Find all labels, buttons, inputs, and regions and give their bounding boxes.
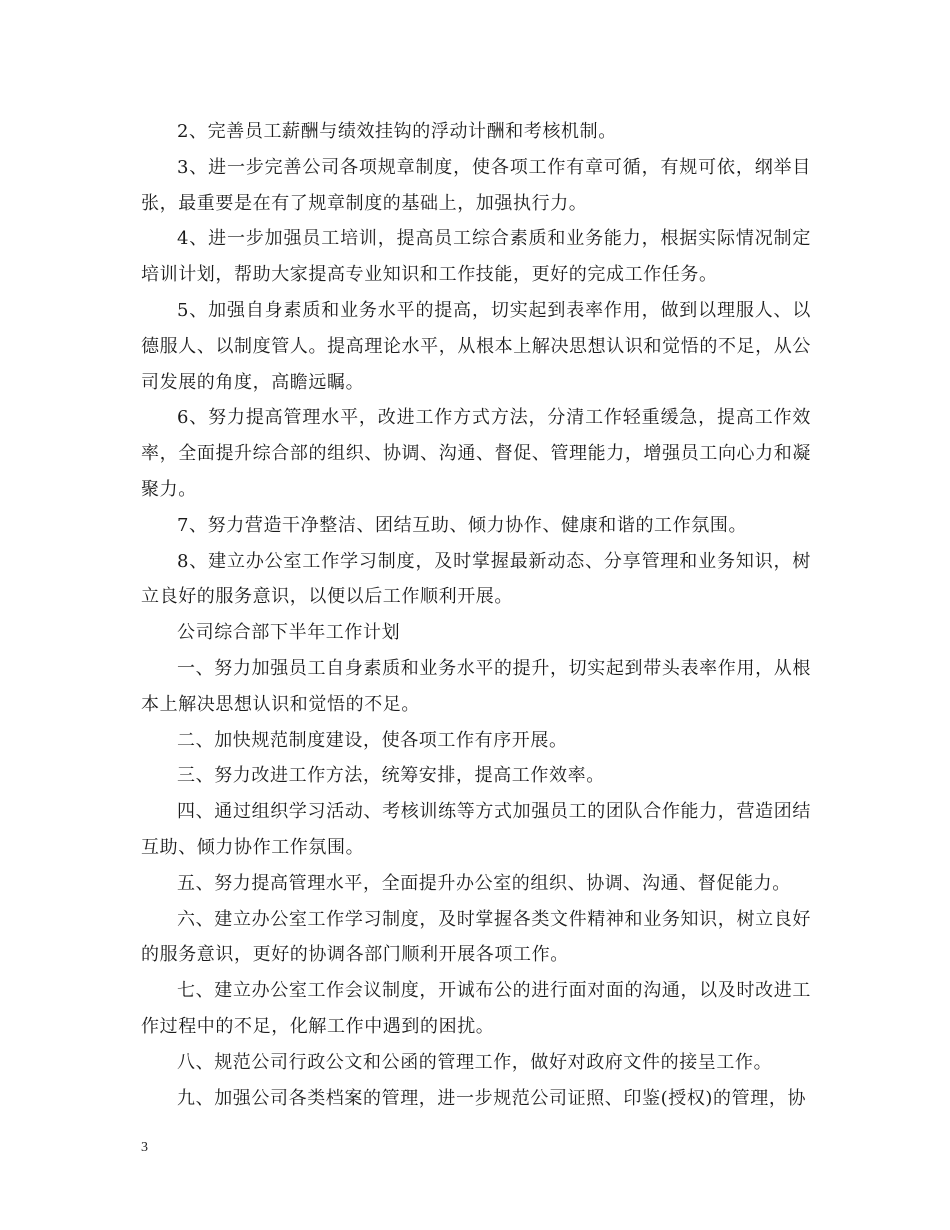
paragraph: 8、建立办公室工作学习制度，及时掌握最新动态、分享管理和业务知识，树立良好的服务意识，以便以后工作顺利开展。 xyxy=(141,550,811,608)
paragraph: 5、加强自身素质和业务水平的提高，切实起到表率作用，做到以理服人、以德服人、以制度管人。提高理论水平，从根本上解决思想认识和觉悟的不足，从公司发展的角度，高瞻远瞩。 xyxy=(141,299,811,393)
section-heading: 公司综合部下半年工作计划 xyxy=(177,622,401,644)
paragraph: 九、加强公司各类档案的管理，进一步规范公司证照、印鉴(授权)的管理，协 xyxy=(177,1087,807,1109)
paragraph: 7、努力营造干净整洁、团结互助、倾力协作、健康和谐的工作氛围。 xyxy=(177,514,748,536)
paragraph: 4、进一步加强员工培训，提高员工综合素质和业务能力，根据实际情况制定培训计划，帮助大家提高专业知识和工作技能，更好的完成工作任务。 xyxy=(141,228,811,286)
paragraph: 八、规范公司行政公文和公函的管理工作，做好对政府文件的接呈工作。 xyxy=(177,1051,773,1073)
paragraph: 3、进一步完善公司各项规章制度，使各项工作有章可循，有规可依，纲举目张，最重要是在有了规章制度的基础上，加强执行力。 xyxy=(141,156,811,214)
paragraph: 六、建立办公室工作学习制度，及时掌握各类文件精神和业务知识，树立良好的服务意识，更好的协调各部门顺利开展各项工作。 xyxy=(141,908,811,966)
paragraph: 四、通过组织学习活动、考核训练等方式加强员工的团队合作能力，营造团结互助、倾力协作工作氛围。 xyxy=(141,801,811,858)
document-body xyxy=(141,114,811,1116)
paragraph: 二、加快规范制度建设，使各项工作有序开展。 xyxy=(177,729,568,751)
paragraph: 6、努力提高管理水平，改进工作方式方法，分清工作轻重缓急，提高工作效率，全面提升综合部的组织、协调、沟通、督促、管理能力，增强员工向心力和凝聚力。 xyxy=(141,407,811,500)
paragraph: 五、努力提高管理水平，全面提升办公室的组织、协调、沟通、督促能力。 xyxy=(177,872,791,894)
page-number: 3 xyxy=(141,1140,148,1155)
paragraph: 三、努力改进工作方法，统筹安排，提高工作效率。 xyxy=(177,765,605,787)
paragraph: 2、完善员工薪酬与绩效挂钩的浮动计酬和考核机制。 xyxy=(177,121,617,142)
paragraph: 七、建立办公室工作会议制度，开诚布公的进行面对面的沟通，以及时改进工作过程中的不足，化解工作中遇到的困扰。 xyxy=(141,980,811,1037)
paragraph: 一、努力加强员工自身素质和业务水平的提升，切实起到带头表率作用，从根本上解决思想认识和觉悟的不足。 xyxy=(141,657,811,715)
